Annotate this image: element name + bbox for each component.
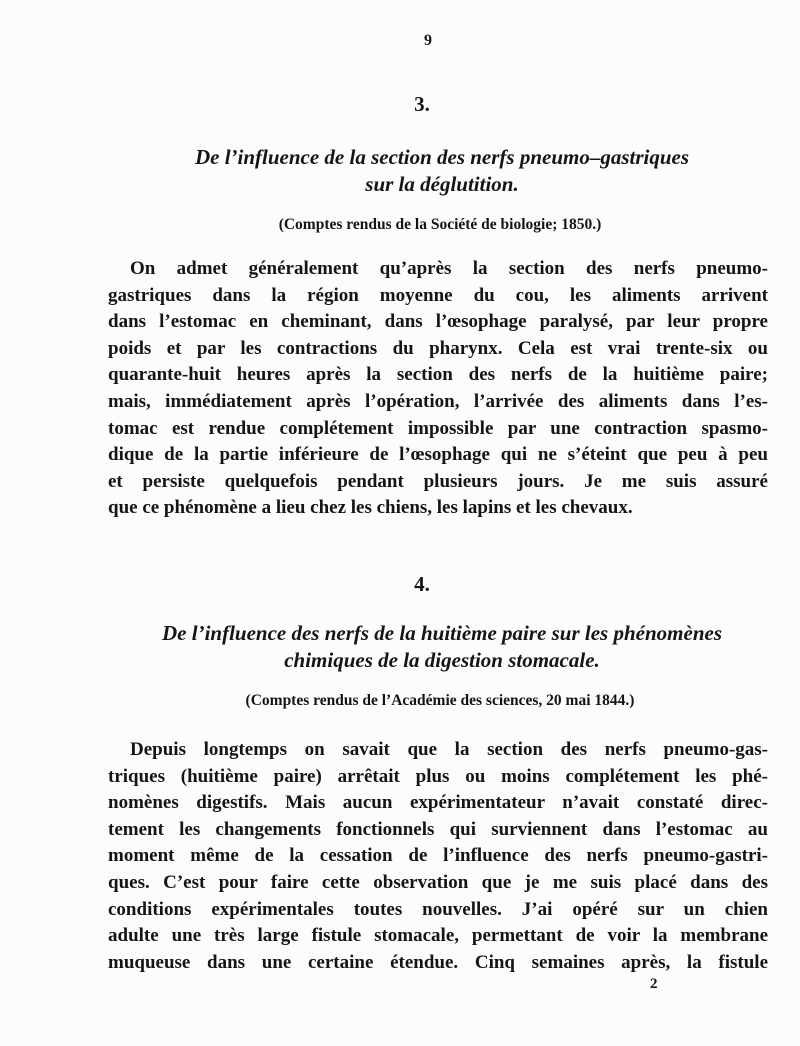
paragraph-line: muqueuse dans une certaine étendue. Cinq semaines après, la fistule [108,951,768,973]
source-citation-4: (Comptes rendus de l’Académie des sciences, 20 mai 1844.) [245,692,635,709]
section-title-line: De l’influence de la section des nerfs pneumo–gastriques [194,145,690,169]
paragraph-line: quarante-huit heures après la section des nerfs de la huitième paire; [108,364,768,386]
paragraph-line: mais, immédiatement après l’opération, l’arrivée des aliments dans l’es- [108,390,768,412]
paragraph-line: conditions expérimentales toutes nouvelles. J’ai opéré sur un chien [108,898,768,920]
paragraph-line: Depuis longtemps on savait que la section des nerfs pneumo-gas- [130,739,768,760]
page-number: 9 [424,32,432,49]
paragraph-line: moment même de la cessation de l’influence des nerfs pneumo-gastri- [108,845,768,867]
paragraph-line: adulte une très large fistule stomacale, permettant de voir la membrane [108,925,768,947]
signature-mark: 2 [650,976,658,992]
section-number-4: 4. [414,572,430,596]
paragraph-line: gastriques dans la région moyenne du cou, les aliments arrivent [108,284,768,306]
paragraph-line: tement les changements fonctionnels qui surviennent dans l’estomac au [108,818,768,840]
paragraph-line: tomac est rendue complétement impossible par une contraction spasmo- [108,417,768,439]
paragraph-line: dique de la partie inférieure de l’œsophage qui ne s’éteint que peu à peu [108,444,768,466]
paragraph-line: ques. C’est pour faire cette observation que je me suis placé dans des [108,871,768,893]
section-title-line: sur la déglutition. [365,172,519,196]
paragraph-line: On admet généralement qu’après la section des nerfs pneumo- [130,258,768,279]
section-title-line: chimiques de la digestion stomacale. [284,648,600,672]
section-title-line: De l’influence des nerfs de la huitième paire sur les phénomènes [162,621,722,645]
source-citation-3: (Comptes rendus de la Société de biologie; 1850.) [278,216,602,233]
section-title-3 [120,144,764,198]
paragraph-line: triques (huitième paire) arrêtait plus ou moins complétement les phé- [108,765,768,787]
paragraph-line: dans l’estomac en cheminant, dans l’œsophage paralysé, par leur propre [108,311,768,333]
paragraph-section-3 [108,256,768,522]
section-number-3: 3. [414,92,430,116]
paragraph-section-4 [108,737,768,976]
paragraph-line: et persiste quelquefois pendant plusieurs jours. Je me suis assuré [108,470,768,492]
paragraph-line: poids et par les contractions du pharynx. Cela est vrai trente-six ou [108,337,768,359]
section-title-4 [112,620,772,674]
paragraph-line: que ce phénomène a lieu chez les chiens, les lapins et les chevaux. [108,497,633,519]
paragraph-line: nomènes digestifs. Mais aucun expérimentateur n’avait constaté direc- [108,792,768,814]
